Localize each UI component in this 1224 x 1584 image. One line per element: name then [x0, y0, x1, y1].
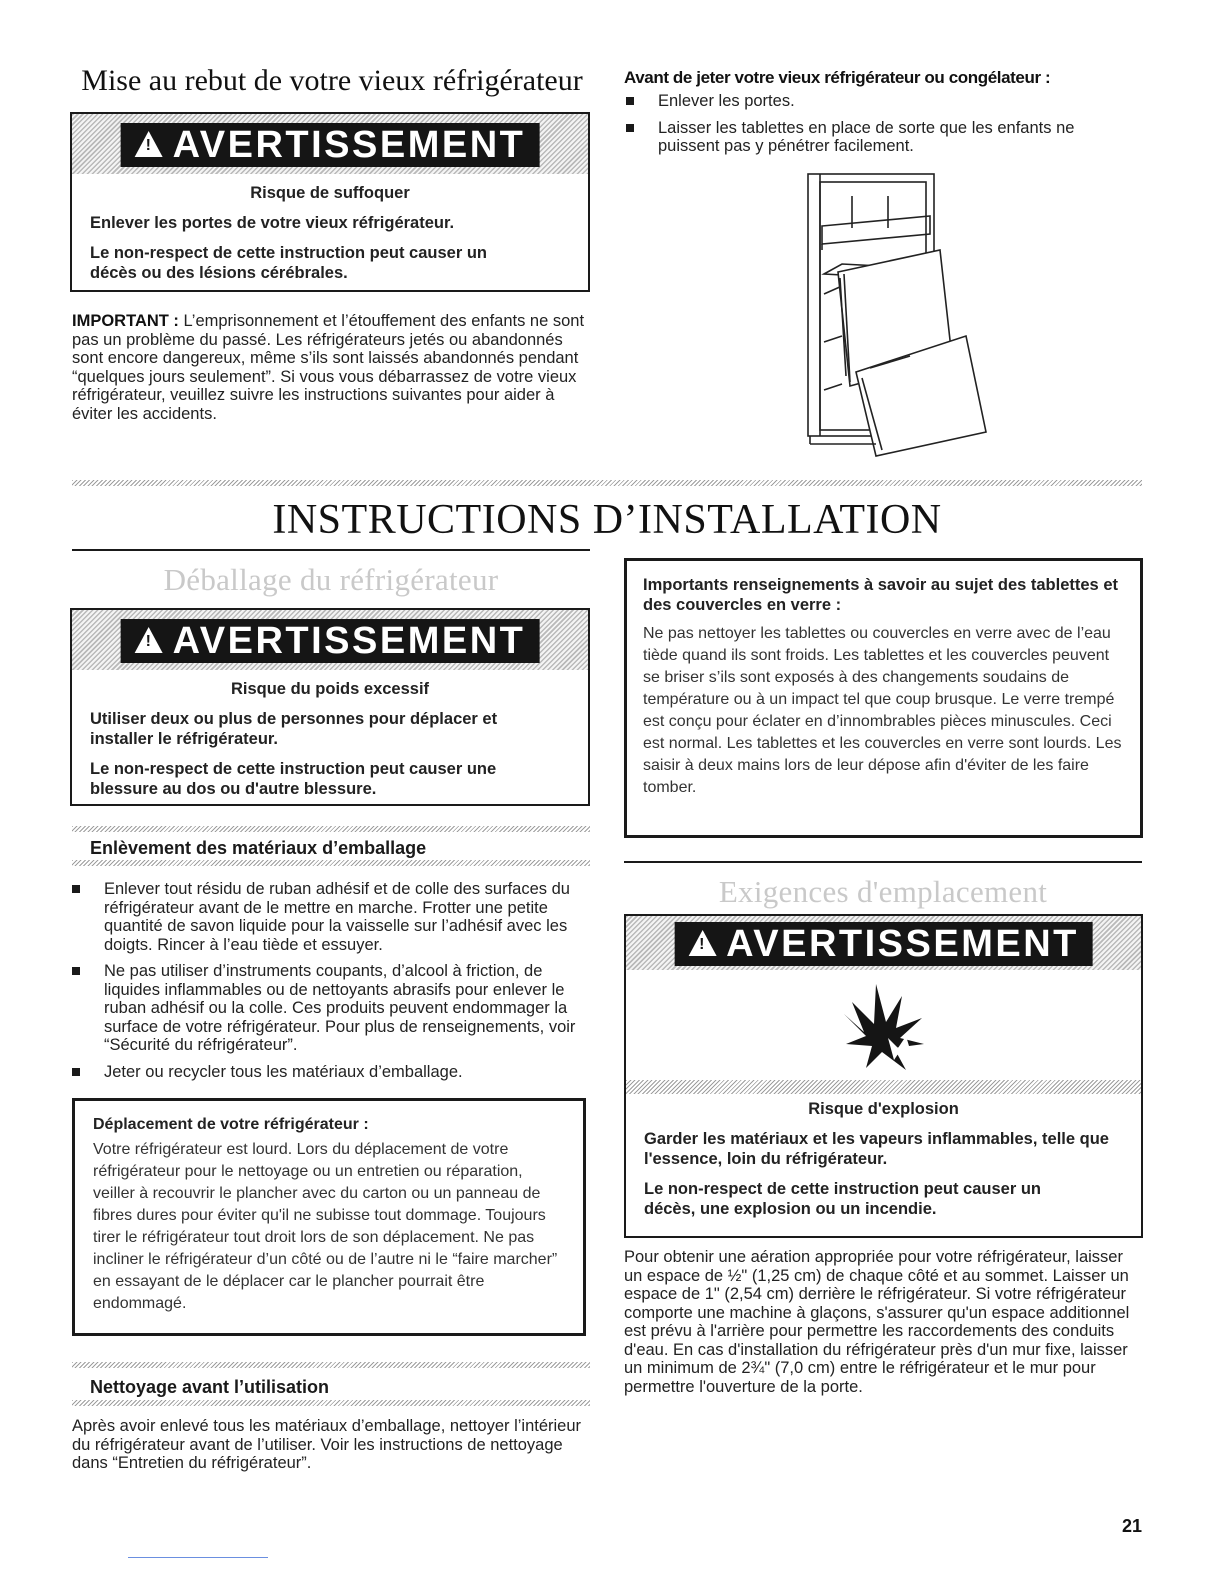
refrigerator-doors-removed-illustration — [780, 168, 1000, 460]
moving-text: Votre réfrigérateur est lourd. Lors du déplacement de votre réfrigérateur pour le nettoyage ou un entretien ou réparation, veiller à recouvrir le plancher avec du carton ou un panneau de fibres dures pour éviter qu'il ne subisse tout dommage. Toujours tirer le réfrigérateur tout droit lors de son déplacement. Ne pas incliner le réfrigérateur d’un côté ou de l’autre ni le “faire marcher” en essayant de le déplacer car le plancher pourrait être endommagé. — [93, 1141, 558, 1312]
important-text: L’emprisonnement et l’étouffement des enfants ne sont pas un problème du passé. Les réfrigérateurs jetés ou abandonnés sont encore dangereux, même s’ils sont laissés abandonnés pendant “quelques jours seulement”. Si vous vous débarrassez de votre vieux réfrigérateur, veuillez suivre les instructions suivantes pour aider à éviter les accidents. — [72, 312, 585, 423]
packaging-removal-list — [70, 880, 582, 1089]
subsection-divider — [72, 1400, 590, 1406]
warning-banner — [72, 610, 588, 670]
warning-banner-label: AVERTISSEMENT — [172, 620, 526, 662]
warning-triangle-icon — [135, 131, 163, 157]
glass-heading: Importants renseignements à savoir au sujet des tablettes et des couvercles en verre : — [643, 576, 1118, 614]
disposal-heading: Mise au rebut de votre vieux réfrigérateur — [81, 64, 583, 97]
footer-link-line — [128, 1557, 268, 1558]
warning-consequence: Le non-respect de cette instruction peut causer une blessure au dos ou d'autre blessure. — [90, 760, 497, 798]
warning-consequence: Le non-respect de cette instruction peut causer un décès, une explosion ou un incendie. — [644, 1180, 1041, 1218]
list-item: Laisser les tablettes en place de sorte que les enfants ne puissent pas y pénétrer facilement. — [624, 119, 1124, 156]
warning-instruction: Garder les matériaux et les vapeurs inflammables, telle que l'essence, loin du réfrigérateur. — [644, 1130, 1109, 1168]
warning-banner — [626, 916, 1141, 970]
explosion-warning-box — [624, 914, 1143, 1238]
glass-shelves-info-box — [624, 558, 1143, 838]
explosion-icon-panel — [626, 970, 1141, 1080]
subsection-divider — [72, 860, 590, 866]
warning-triangle-icon — [688, 930, 716, 956]
main-title: INSTRUCTIONS D’INSTALLATION — [272, 497, 942, 543]
warning-banner — [72, 114, 588, 174]
list-item: Ne pas utiliser d’instruments coupants, d’alcool à friction, de liquides inflammables ou de nettoyants abrasifs pour enlever le ruban adhésif ou la colle. Ces produits peuvent endommager la surface de votre réfrigérateur. Pour plus de renseignements, voir “Sécurité du réfrigérateur”. — [70, 962, 582, 1055]
moving-refrigerator-box — [72, 1098, 586, 1336]
warning-instruction: Enlever les portes de votre vieux réfrigérateur. — [90, 214, 455, 232]
packaging-removal-heading: Enlèvement des matériaux d’emballage — [90, 838, 427, 858]
column-rule-left — [72, 549, 590, 551]
warning-divider — [626, 1080, 1141, 1094]
before-disposal-heading: Avant de jeter votre vieux réfrigérateur ou congélateur : — [624, 68, 1051, 87]
list-item: Enlever les portes. — [624, 92, 1124, 111]
location-text: Pour obtenir une aération appropriée pour votre réfrigérateur, laisser un espace de ½" (1,25 cm) de chaque côté et au sommet. Laisser un espace de 1" (2,54 cm) derrière le réfrigérateur. Si votre réfrigérateur comporte une machine à glaçons, s'assurer qu'un espace additionnel est prévu à l'arrière pour permettre les raccordements des conduits d'eau. En cas d'installation du réfrigérateur près d'un mur fixe, laisser un minimum de 2¾" (7,0 cm) entre le réfrigérateur et le mur pour permettre l'ouverture de la porte. — [624, 1248, 1130, 1396]
column-rule-right — [624, 861, 1142, 863]
subsection-divider — [72, 1362, 590, 1368]
glass-text: Ne pas nettoyer les tablettes ou couvercles en verre avec de l’eau tiède quand ils sont froids. Les tablettes et les couvercles peuvent se briser s’ils sont exposés à des changements soudains de température ou à un impact tel que coup brusque. Le verre trempé est conçu pour éclater en d’innombrables pièces minuscules. Ceci est normal. Les tablettes et les couvercles en verre sont lourds. Les saisir à deux mains lors de leur dépose afin d'éviter de les faire tomber. — [643, 625, 1122, 796]
suffocation-warning-box — [70, 112, 590, 292]
cleaning-heading: Nettoyage avant l’utilisation — [90, 1377, 330, 1397]
warning-title: Risque d'explosion — [808, 1100, 959, 1118]
warning-triangle-icon — [135, 627, 163, 653]
warning-consequence: Le non-respect de cette instruction peut causer un décès ou des lésions cérébrales. — [90, 244, 487, 282]
moving-heading: Déplacement de votre réfrigérateur : — [93, 1116, 369, 1133]
warning-banner-label: AVERTISSEMENT — [172, 124, 526, 166]
section-divider — [72, 480, 1142, 486]
warning-instruction: Utiliser deux ou plus de personnes pour déplacer et installer le réfrigérateur. — [90, 710, 498, 748]
list-item: Jeter ou recycler tous les matériaux d’emballage. — [70, 1063, 582, 1082]
important-label: IMPORTANT : — [72, 312, 179, 330]
weight-warning-box — [70, 608, 590, 806]
location-heading: Exigences d'emplacement — [718, 874, 1048, 909]
page-number: 21 — [1121, 1516, 1142, 1536]
explosion-icon — [836, 978, 932, 1074]
warning-banner-label: AVERTISSEMENT — [726, 923, 1079, 965]
important-paragraph — [72, 312, 590, 423]
warning-title: Risque de suffoquer — [250, 184, 410, 202]
cleaning-text: Après avoir enlevé tous les matériaux d’emballage, nettoyer l’intérieur du réfrigérateur avant de l’utiliser. Voir les instructions de nettoyage dans “Entretien du réfrigérateur”. — [72, 1417, 582, 1472]
warning-title: Risque du poids excessif — [230, 680, 430, 698]
unpacking-heading: Déballage du réfrigérateur — [163, 562, 499, 597]
subsection-divider — [72, 826, 590, 832]
list-item: Enlever tout résidu de ruban adhésif et de colle des surfaces du réfrigérateur avant de le mettre en marche. Frotter une petite quantité de savon liquide pour la vaisselle sur l’adhésif avec les doigts. Rincer à l’eau tiède et essuyer. — [70, 880, 582, 954]
before-disposal-list — [624, 92, 1124, 164]
